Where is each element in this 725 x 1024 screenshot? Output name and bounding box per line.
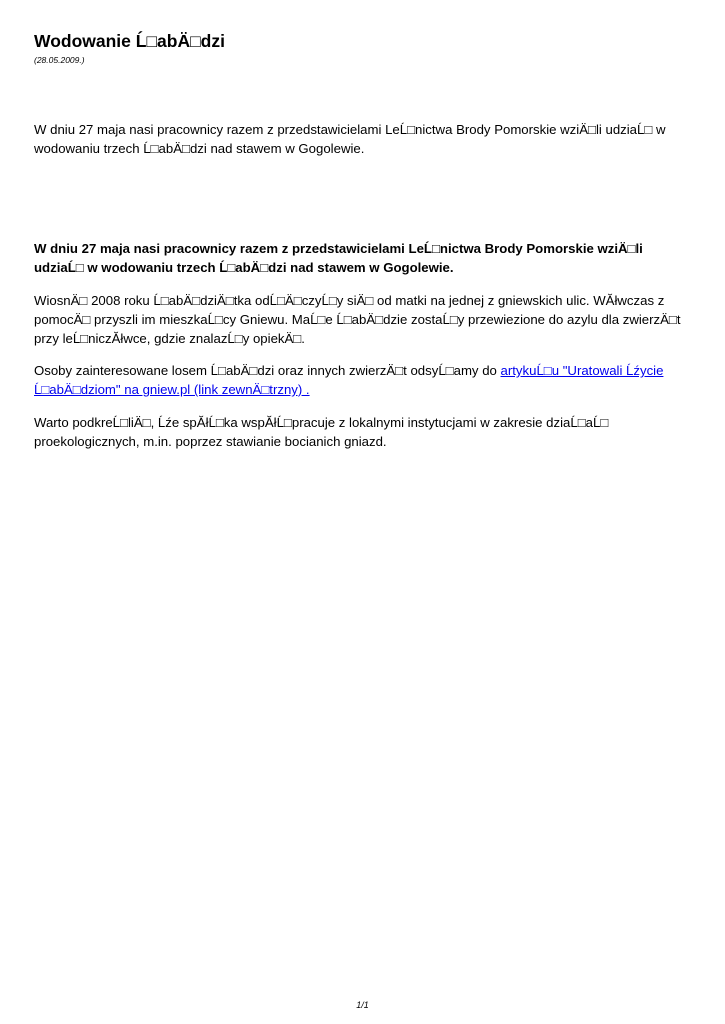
document-page xyxy=(34,30,689,449)
article-paragraph-3: Warto podkreĹ□liÄ□, Ĺźe spĂłĹ□ka wspĂłĹ□pracuje z lokalnymi instytucjami w zakresie dziaĹ□aĹ□ proekologicznych, m.in. poprzez stawianie bocianich gniazd. xyxy=(34,415,609,449)
paragraph-2-text: Osoby zainteresowane losem Ĺ□abÄ□dzi oraz innych zwierzÄ□t odsyĹ□amy do xyxy=(34,363,501,378)
article-lead-bold: W dniu 27 maja nasi pracownicy razem z przedstawicielami LeĹ□nictwa Brody Pomorskie wziÄ□li udziaĹ□ w wodowaniu trzech Ĺ□abÄ□dzi nad stawem w Gogolewie. xyxy=(34,241,643,275)
article-title: Wodowanie Ĺ□abÄ□dzi xyxy=(34,31,225,51)
article-paragraph-1: WiosnÄ□ 2008 roku Ĺ□abÄ□dziÄ□tka odĹ□Ä□czyĹ□y siÄ□ od matki na jednej z gniewskich ulic. WĂłwczas z pomocÄ□ przyszli im mieszkaĹ□cy Gniewu. MaĹ□e Ĺ□abÄ□dzie zostaĹ□y przewiezione do azylu dla zwierzÄ□t przy leĹ□niczĂłwce, gdzie znalazĹ□y opiekÄ□. xyxy=(34,293,681,346)
external-article-link[interactable]: artykuĹ□u "Uratowali Ĺźycie Ĺ□abÄ□dziom" na gniew.pl (link zewnÄ□trzny) . xyxy=(34,363,664,397)
article-lead: W dniu 27 maja nasi pracownicy razem z przedstawicielami LeĹ□nictwa Brody Pomorskie wziÄ□li udziaĹ□ w wodowaniu trzech Ĺ□abÄ□dzi nad stawem w Gogolewie. xyxy=(34,122,666,156)
article-date: (28.05.2009.) xyxy=(34,55,85,65)
page-number: 1/1 xyxy=(356,1000,369,1010)
article-paragraph-2 xyxy=(34,361,689,399)
